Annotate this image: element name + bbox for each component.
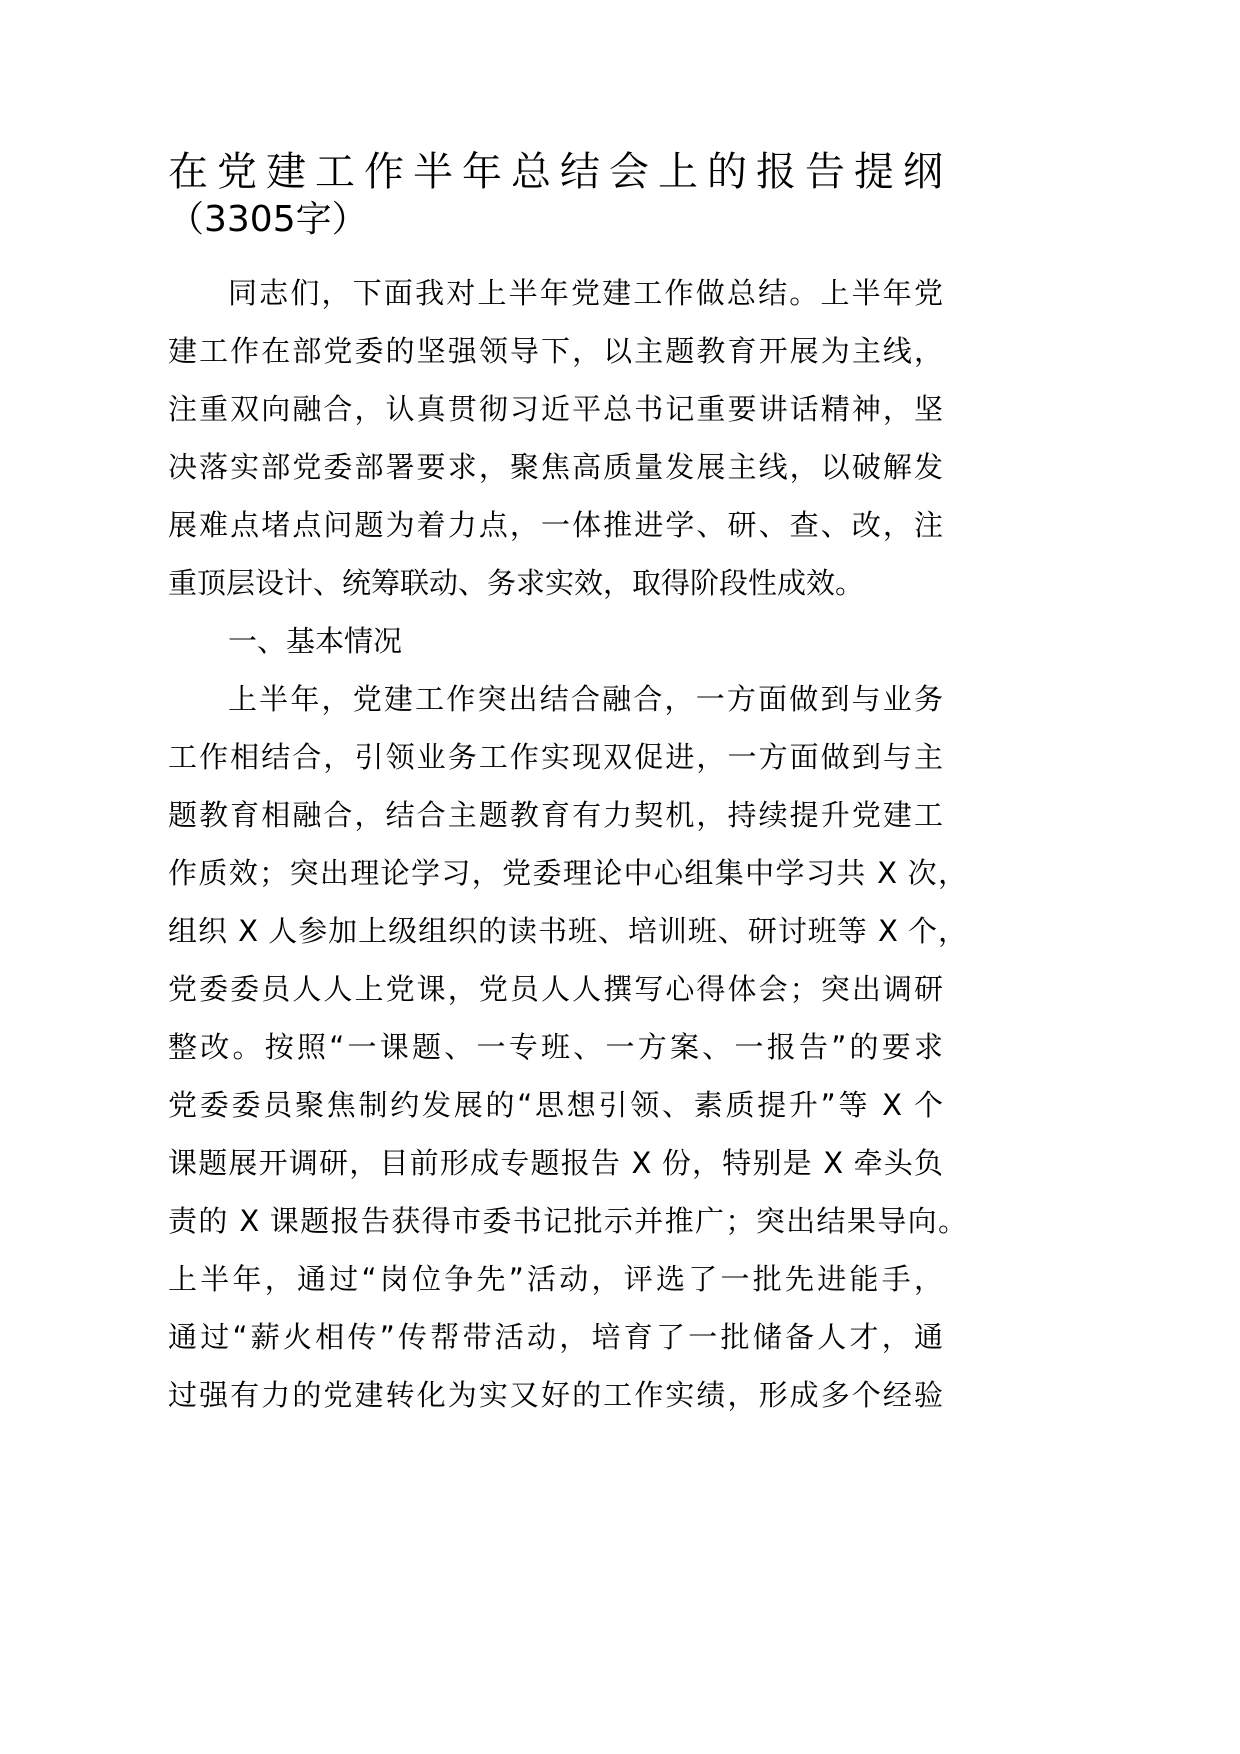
section-heading bbox=[168, 612, 943, 670]
text-line: 作质效；突出理论学习，党委理论中心组集中学习共 X 次， bbox=[168, 856, 967, 890]
text-line: 组织 X 人参加上级组织的读书班、培训班、研讨班等 X 个， bbox=[168, 914, 967, 948]
text-line: 注重双向融合，认真贯彻习近平总书记重要讲话精神，坚 bbox=[168, 392, 943, 426]
text-line: 建工作在部党委的坚强领导下，以主题教育开展为主线， bbox=[168, 334, 943, 368]
text-line: 课题展开调研，目前形成专题报告 X 份，特别是 X 牵头负 bbox=[168, 1146, 943, 1180]
text-line: 决落实部党委部署要求，聚焦高质量发展主线，以破解发 bbox=[168, 450, 943, 484]
text-line: 上半年，通过“岗位争先”活动，评选了一批先进能手， bbox=[168, 1262, 943, 1296]
text-line: 工作相结合，引领业务工作实现双促进，一方面做到与主 bbox=[168, 740, 943, 774]
paragraph-basic-situation bbox=[168, 670, 967, 1424]
text-line: 上半年，党建工作突出结合融合，一方面做到与业务 bbox=[228, 682, 943, 716]
document-word-count: （3305字） bbox=[168, 199, 368, 240]
text-line: 展难点堵点问题为着力点，一体推进学、研、查、改，注 bbox=[168, 508, 943, 542]
text-line: 通过“薪火相传”传帮带活动，培育了一批储备人才，通 bbox=[168, 1320, 943, 1354]
document-title: 在党建工作半年总结会上的报告提纲 bbox=[168, 149, 943, 195]
text-line: 重顶层设计、统筹联动、务求实效，取得阶段性成效。 bbox=[168, 566, 865, 600]
document-body bbox=[168, 264, 967, 1424]
text-line: 党委委员聚焦制约发展的“思想引领、素质提升”等 X 个 bbox=[168, 1088, 943, 1122]
text-line: 题教育相融合，结合主题教育有力契机，持续提升党建工 bbox=[168, 798, 943, 832]
text-line: 党委委员人人上党课，党员人人撰写心得体会；突出调研 bbox=[168, 972, 943, 1006]
text-line: 责的 X 课题报告获得市委书记批示并推广；突出结果导向。 bbox=[168, 1204, 967, 1238]
text-line: 整改。按照“一课题、一专班、一方案、一报告”的要求 bbox=[168, 1030, 943, 1064]
text-line: 同志们，下面我对上半年党建工作做总结。上半年党 bbox=[228, 276, 943, 310]
heading-basic-situation: 一、基本情况 bbox=[228, 624, 403, 658]
paragraph-intro bbox=[168, 264, 943, 612]
text-line: 过强有力的党建转化为实又好的工作实绩，形成多个经验 bbox=[168, 1378, 943, 1412]
